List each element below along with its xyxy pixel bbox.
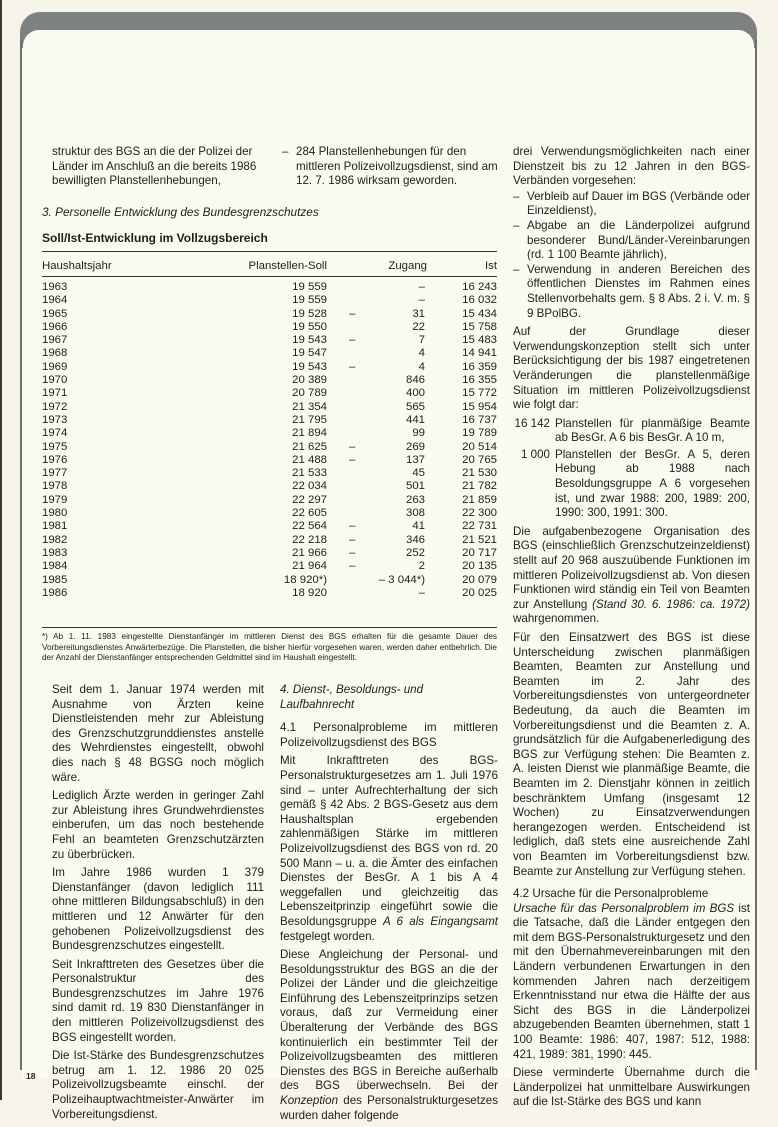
page-frame-inner (23, 30, 754, 70)
cell-zugang (327, 507, 427, 520)
cell-soll (202, 308, 327, 321)
table-row (42, 547, 497, 560)
header-zugang: Zugang (388, 259, 427, 272)
emphasis: Ursache für das Personalproblem im BGS (513, 901, 735, 915)
zugang-value: 31 (412, 307, 425, 320)
cell-soll (202, 294, 327, 307)
cell-zugang (327, 414, 427, 427)
text: ist die Tatsache, daß die Länder entgegen den mit dem BGS-Personalstrukturgesetz und den mit den Übernahmevereinbarungen mit den Ländern verbundenen Erwartungen in den kommenden Jahren nach derzeitigem Erkenntnisstand nur etwa die Hälfte der aus Sicht des BGS in die Länderpolizei abzugebenden Beamten übernehmen, statt 1 100 Beamte: 1986: 407, 1987: 512, 1988: 421, 1989: 381, 1990: 445. (513, 901, 750, 1061)
bullet-item (513, 219, 750, 263)
table-row (42, 494, 497, 507)
cell-year: 1966 (42, 320, 68, 333)
cell-ist: 21 530 (462, 467, 497, 480)
zugang-value: – 3 044*) (378, 573, 425, 586)
cell-soll (202, 374, 327, 387)
table-row (42, 308, 497, 321)
paragraph (280, 754, 498, 944)
soll-value: 19 559 (292, 294, 327, 307)
emphasis: (Stand 30. 6. 1986: ca. 1972) (592, 597, 750, 611)
zugang-value: 346 (405, 533, 425, 546)
top-col1-text (52, 145, 262, 193)
table-row (42, 294, 497, 307)
table-row (42, 454, 497, 467)
table-top-rule (42, 251, 497, 252)
zugang-value: – (418, 294, 425, 307)
cell-ist: 16 243 (462, 281, 497, 293)
zugang-sign: – (349, 560, 356, 573)
table-row (42, 414, 497, 427)
cell-year: 1981 (42, 520, 68, 533)
dash-bullet: – (513, 189, 520, 203)
cell-zugang (327, 574, 427, 587)
soll-value: 19 559 (292, 281, 327, 293)
cell-year: 1969 (42, 360, 68, 373)
zugang-sign: – (349, 546, 356, 559)
table-row (42, 534, 497, 547)
soll-value: 20 389 (292, 374, 327, 387)
section-title: 3. Personelle Entwicklung des Bundesgrenzschutzes (42, 205, 319, 219)
cell-soll (202, 414, 327, 427)
cell-ist: 22 731 (462, 520, 497, 533)
cell-soll (202, 347, 327, 360)
soll-value: 21 533 (292, 467, 327, 480)
paragraph: Im Jahre 1986 wurden 1 379 Dienstanfänger (davon lediglich 111 ohne mittleren Bildungsabschluß) in den mittleren und 12 Anwärter für den gehobenen Polizeivollzugsdienst des Bundesgrenzschutzes eingestellt. (52, 866, 264, 953)
cell-year: 1972 (42, 400, 68, 413)
cell-zugang (327, 587, 427, 600)
table-row (42, 361, 497, 374)
cell-ist: 21 521 (462, 533, 497, 546)
zugang-value: 4 (418, 347, 425, 360)
cell-zugang (327, 361, 427, 374)
zugang-value: 308 (405, 507, 425, 520)
cell-ist: 16 359 (462, 360, 497, 373)
cell-ist: 16 032 (462, 294, 497, 307)
table-row (42, 387, 497, 400)
cell-year: 1976 (42, 453, 68, 466)
soll-value: 22 218 (292, 533, 327, 546)
cell-year: 1963 (42, 281, 68, 293)
list-number: 16 142 (514, 416, 550, 430)
cell-year: 1982 (42, 533, 68, 546)
soll-value: 21 354 (292, 400, 327, 413)
paragraph: Seit Inkrafttreten des Gesetzes über die Personalstruktur des Bundesgrenzschutzes im Jahre 1976 sind damit rd. 19 830 Dienstanfänger in den mittleren Polizeivollzugsdienst des BGS eingestellt worden. (52, 957, 264, 1044)
soll-value: 19 528 (292, 307, 327, 320)
table-row (42, 401, 497, 414)
zugang-value: 4 (418, 360, 425, 373)
table-row (42, 347, 497, 360)
zugang-value: – (418, 281, 425, 293)
cell-zugang (327, 294, 427, 307)
table-row (42, 441, 497, 454)
soll-value: 22 564 (292, 520, 327, 533)
cell-ist: 14 941 (462, 347, 497, 360)
table-footnote (42, 632, 497, 664)
cell-year: 1978 (42, 480, 68, 493)
cell-year: 1967 (42, 334, 68, 347)
soll-value: 19 543 (292, 334, 327, 347)
page-number: 18 (26, 1071, 36, 1081)
zugang-value: – (418, 586, 425, 599)
dash-bullet: – (513, 218, 520, 232)
soll-value: 18 920*) (283, 573, 327, 586)
cell-soll (202, 334, 327, 347)
cell-ist: 15 954 (462, 400, 497, 413)
zugang-value: 2 (418, 560, 425, 573)
table-row (42, 507, 497, 520)
footnote-mark: *) (42, 632, 48, 641)
header-planstellen-soll: Planstellen-Soll (248, 259, 327, 272)
table-title: Soll/Ist-Entwicklung im Vollzugsbereich (42, 231, 268, 245)
cell-year: 1975 (42, 440, 68, 453)
emphasis: A 6 als Eingangsamt (382, 914, 499, 928)
text: Diese Angleichung der Personal- und Besoldungsstruktur des BGS an die der Polizei der Länder und die gleichzeitige Einführung des Lebenszeitprinzips setzen voraus, daß zur Vermeidung einer Überalterung der Verbände des BGS kontinuierlich ein bestimmter Teil der Polizeivollzugsbeamten des mittleren Dienstes des BGS in Bereiche außerhalb des BGS überwechseln. Bei der (280, 948, 498, 1093)
text: festgelegt worden. (280, 929, 375, 943)
paragraph (280, 948, 498, 1123)
paragraph: Lediglich Ärzte werden in geringer Zahl zur Ableistung ihres Grundwehrdienstes einberufen, um das noch bestehende Fehl an beamteten Grenzschutzärzten zu überbrücken. (52, 789, 264, 861)
subsection-heading: 4.1 Personalprobleme im mittleren Polizeivollzugsdienst des BGS (280, 721, 498, 749)
cell-soll (202, 520, 327, 533)
paragraph (513, 902, 750, 1063)
table-header-row (42, 256, 497, 275)
header-ist: Ist (484, 259, 497, 272)
cell-ist: 22 300 (462, 507, 497, 520)
zugang-value: 269 (405, 440, 425, 453)
zugang-value: 263 (405, 493, 425, 506)
paragraph: Diese verminderte Übernahme durch die Länderpolizei hat unmittelbare Auswirkungen auf die Ist-Stärke des BGS und kann (513, 1066, 750, 1109)
subsection-heading: 4.2 Ursache für die Personalprobleme (513, 887, 709, 901)
soll-value: 21 894 (292, 427, 327, 440)
cell-soll (202, 427, 327, 440)
dash-item-text: 284 Planstellenhebungen für den mittleren Polizeivollzugsdienst, sind am 12. 7. 1986 wirksam geworden. (296, 145, 498, 188)
table-row (42, 587, 497, 600)
zugang-value: 22 (412, 320, 425, 333)
cell-soll (202, 467, 327, 480)
cell-year: 1983 (42, 546, 68, 559)
list-text: Planstellen der BesGr. A 5, deren Hebung ab 1988 nach Besoldungsgruppe A 6 vorgesehen ist, und zwar 1988: 200, 1989: 200, 1990: 300, 1991: 300. (555, 447, 750, 520)
cell-zugang (327, 347, 427, 360)
paragraph: struktur des BGS an die der Polizei der Länder im Anschluß an die bereits 1986 bewilligten Planstellenhebungen, (52, 145, 257, 188)
cell-year: 1971 (42, 387, 68, 400)
cell-soll (202, 401, 327, 414)
cell-ist: 20 025 (462, 586, 497, 599)
paragraph (513, 525, 750, 627)
cell-zugang (327, 321, 427, 334)
soll-value: 22 297 (292, 493, 327, 506)
zugang-sign: – (349, 334, 356, 347)
cell-ist: 20 717 (462, 546, 497, 559)
cell-year: 1974 (42, 427, 68, 440)
number-list-item (513, 448, 750, 521)
bullet-item (513, 190, 750, 219)
zugang-value: 99 (412, 427, 425, 440)
cell-soll (202, 480, 327, 493)
table-bottom-rule (42, 627, 497, 628)
bullet-text: Verwendung in anderen Bereichen des öffentlichen Dienstes im Rahmen eines Stellenvorbehalts gem. § 8 Abs. 2 i. V. m. § 9 BPolBG. (527, 262, 750, 320)
cell-ist: 20 765 (462, 453, 497, 466)
page-frame-left-border (20, 40, 22, 1070)
table-row (42, 374, 497, 387)
paragraph: drei Verwendungsmöglichkeiten nach einer Dienstzeit bis zu 12 Jahren in den BGS-Verbänden vorgesehen: (513, 145, 750, 188)
cell-zugang (327, 547, 427, 560)
column-1 (52, 683, 264, 1126)
footnote-text: Ab 1. 11. 1983 eingestellte Dienstanfänger im mittleren Dienst des BGS erhalten für die gesamte Dauer des Vorbereitungsdienstes Anwärterbezüge. Die Planstellen, die bisher hierfür vorgesehen waren, werden daher entbehrlich. Die der Anzahl der Dienstanfänger entsprechenden Geldmittel sind im Haushalt eingestellt. (42, 632, 497, 662)
zugang-value: 565 (405, 400, 425, 413)
cell-zugang (327, 374, 427, 387)
cell-ist: 20 135 (462, 560, 497, 573)
soll-value: 21 488 (292, 453, 327, 466)
number-list-item (513, 417, 750, 446)
cell-zugang (327, 334, 427, 347)
bullet-item (513, 263, 750, 321)
cell-zugang (327, 441, 427, 454)
text: Mit Inkrafttreten des BGS-Personalstrukturgesetzes am 1. Juli 1976 sind – unter Aufrechterhaltung der sich gemäß § 42 Abs. 2 BGS-Gesetz aus dem Haushaltsplan ergebenden zahlenmäßigen Stärke im mittleren Polizeivollzugsdienst des BGS von rd. 20 500 Mann – u. a. die Ämter des einfachen Dienstes der BesGr. A 1 bis A 4 weggefallen und gleichzeitig das Lebenszeitprinzip eingeführt sowie die Besoldungsgruppe (280, 754, 498, 928)
dash-bullet: – (513, 262, 520, 276)
cell-soll (202, 547, 327, 560)
cell-zugang (327, 534, 427, 547)
zugang-value: 45 (412, 467, 425, 480)
soll-value: 20 789 (292, 387, 327, 400)
table-body (42, 275, 497, 600)
cell-year: 1980 (42, 507, 68, 520)
cell-soll (202, 507, 327, 520)
cell-year: 1964 (42, 294, 68, 307)
soll-value: 21 625 (292, 440, 327, 453)
text: des Personalstrukturgesetzes wurden daher folgende (280, 1094, 498, 1122)
zugang-value: 501 (405, 480, 425, 493)
scan-edge (0, 0, 2, 1100)
top-col2-text (282, 145, 500, 189)
soll-value: 19 543 (292, 360, 327, 373)
table-row (42, 480, 497, 493)
cell-ist: 21 782 (462, 480, 497, 493)
list-text: Planstellen für planmäßige Beamte ab BesGr. A 6 bis BesGr. A 10 m, (555, 416, 750, 445)
cell-year: 1970 (42, 374, 68, 387)
cell-zugang (327, 480, 427, 493)
cell-ist: 19 789 (462, 427, 497, 440)
cell-zugang (327, 427, 427, 440)
soll-value: 18 920 (292, 586, 327, 599)
page-frame-right-border (755, 40, 757, 1070)
zugang-value: 252 (405, 546, 425, 559)
column-2 (280, 683, 498, 1127)
cell-year: 1973 (42, 413, 68, 426)
bullet-text: Verbleib auf Dauer im BGS (Verbände oder Einzeldienst), (527, 189, 750, 218)
cell-zugang (327, 308, 427, 321)
paragraph: Die Ist-Stärke des Bundesgrenzschutzes betrug am 1. 12. 1986 20 025 Polizeivollzugsbeamte einschl. der Polizeihauptwachtmeister-Anwärter im Vorbereitungsdienst. (52, 1049, 264, 1121)
zugang-value: 137 (405, 453, 425, 466)
cell-soll (202, 560, 327, 573)
cell-soll (202, 275, 327, 294)
zugang-value: 441 (405, 413, 425, 426)
cell-soll (202, 574, 327, 587)
zugang-value: 7 (418, 334, 425, 347)
cell-ist: 20 079 (462, 573, 497, 586)
section-heading: 4. Dienst-, Besoldungs- und Laufbahnrecht (280, 683, 424, 711)
cell-soll (202, 361, 327, 374)
cell-year: 1984 (42, 560, 68, 573)
cell-zugang (327, 467, 427, 480)
cell-zugang (327, 520, 427, 533)
zugang-value: 41 (412, 520, 425, 533)
cell-soll (202, 454, 327, 467)
cell-zugang (327, 560, 427, 573)
table-row (42, 427, 497, 440)
table-row (42, 520, 497, 533)
cell-zugang (327, 454, 427, 467)
cell-zugang (327, 401, 427, 414)
zugang-sign: – (349, 453, 356, 466)
cell-zugang (327, 494, 427, 507)
paragraph: Seit dem 1. Januar 1974 werden mit Ausnahme von Ärzten keine Dienstleistenden mehr zur Ableistung des Grenzschutzgrunddienstes anstelle des Wehrdienstes eingestellt, obwohl dies nach § 48 BGSG noch möglich wäre. (52, 683, 264, 784)
cell-year: 1985 (42, 573, 68, 586)
cell-year: 1986 (42, 586, 68, 599)
soll-ist-table (42, 256, 497, 600)
zugang-sign: – (349, 360, 356, 373)
soll-value: 21 795 (292, 413, 327, 426)
zugang-value: 400 (405, 387, 425, 400)
cell-ist: 20 514 (462, 440, 497, 453)
soll-value: 19 550 (292, 320, 327, 333)
header-haushaltsjahr: Haushaltsjahr (42, 259, 112, 272)
cell-ist: 15 758 (462, 320, 497, 333)
table-row (42, 467, 497, 480)
cell-ist: 15 772 (462, 387, 497, 400)
cell-soll (202, 587, 327, 600)
cell-soll (202, 494, 327, 507)
cell-soll (202, 441, 327, 454)
cell-ist: 15 434 (462, 307, 497, 320)
list-number: 1 000 (520, 447, 550, 461)
cell-zugang (327, 387, 427, 400)
table-row (42, 334, 497, 347)
paragraph: Auf der Grundlage dieser Verwendungskonzeption stellt sich unter Berücksichtigung der bis 1987 eingetretenen Veränderungen die planstellenmäßige Situation im mittleren Polizeivollzugsdienst wie folgt dar: (513, 325, 750, 412)
zugang-sign: – (349, 307, 356, 320)
cell-year: 1965 (42, 307, 68, 320)
soll-value: 21 966 (292, 546, 327, 559)
cell-soll (202, 321, 327, 334)
cell-year: 1977 (42, 467, 68, 480)
dash-item (282, 145, 500, 189)
cell-zugang (327, 275, 427, 294)
table-row (42, 574, 497, 587)
soll-value: 22 034 (292, 480, 327, 493)
dash-bullet: – (282, 145, 289, 158)
cell-ist: 16 355 (462, 374, 497, 387)
cell-ist: 16 737 (462, 413, 497, 426)
cell-year: 1979 (42, 493, 68, 506)
table-row (42, 275, 497, 294)
cell-year: 1968 (42, 347, 68, 360)
soll-value: 21 964 (292, 560, 327, 573)
table-row (42, 321, 497, 334)
cell-ist: 15 483 (462, 334, 497, 347)
cell-soll (202, 534, 327, 547)
soll-value: 22 605 (292, 507, 327, 520)
emphasis: Konzeption (280, 1094, 339, 1108)
zugang-value: 846 (405, 374, 425, 387)
paragraph: Für den Einsatzwert des BGS ist diese Unterscheidung zwischen planmäßigen Beamten, Beamten zur Anstellung und Beamten im 2. Jahr des Vorbereitungsdienstes von untergeordneter Bedeutung, da auch die Beamten im Vorbereitungsdienst und die Beamten z. A. grundsätzlich für die Aufgabenerledigung des BGS zur Verfügung stehen: Die Beamten z. A. leisten Dienst wie planmäßige Beamte, die Beamten im 2. Dienstjahr können in zeitlich beschränktem Umfang (insgesamt 12 Wochen) zu Einsatzverwendungen herangezogen werden. Entscheidend ist lediglich, daß stets eine ausreichende Zahl von Beamten im Vorbereitungsdienst bzw. Beamte zur Anstellung zur Verfügung stehen. (513, 631, 750, 878)
zugang-sign: – (349, 533, 356, 546)
text: Die aufgabenbezogene Organisation des BGS (einschließlich Grenzschutzeinzeldienst) stellt auf 20 968 auszuübende Funktionen im mittleren Polizeivollzugsdienst ab. Von diesen Funktionen wird ständig ein Teil von Beamten zur Anstellung (513, 524, 750, 611)
table-row (42, 560, 497, 573)
text: wahrgenommen. (513, 612, 600, 626)
soll-value: 19 547 (292, 347, 327, 360)
zugang-sign: – (349, 520, 356, 533)
column-3 (513, 145, 750, 1114)
zugang-sign: – (349, 440, 356, 453)
cell-soll (202, 387, 327, 400)
bullet-text: Abgabe an die Länderpolizei aufgrund besonderer Bund/Länder-Vereinbarungen (rd. 1 100 Beamte jährlich), (527, 218, 750, 262)
cell-ist: 21 859 (462, 493, 497, 506)
